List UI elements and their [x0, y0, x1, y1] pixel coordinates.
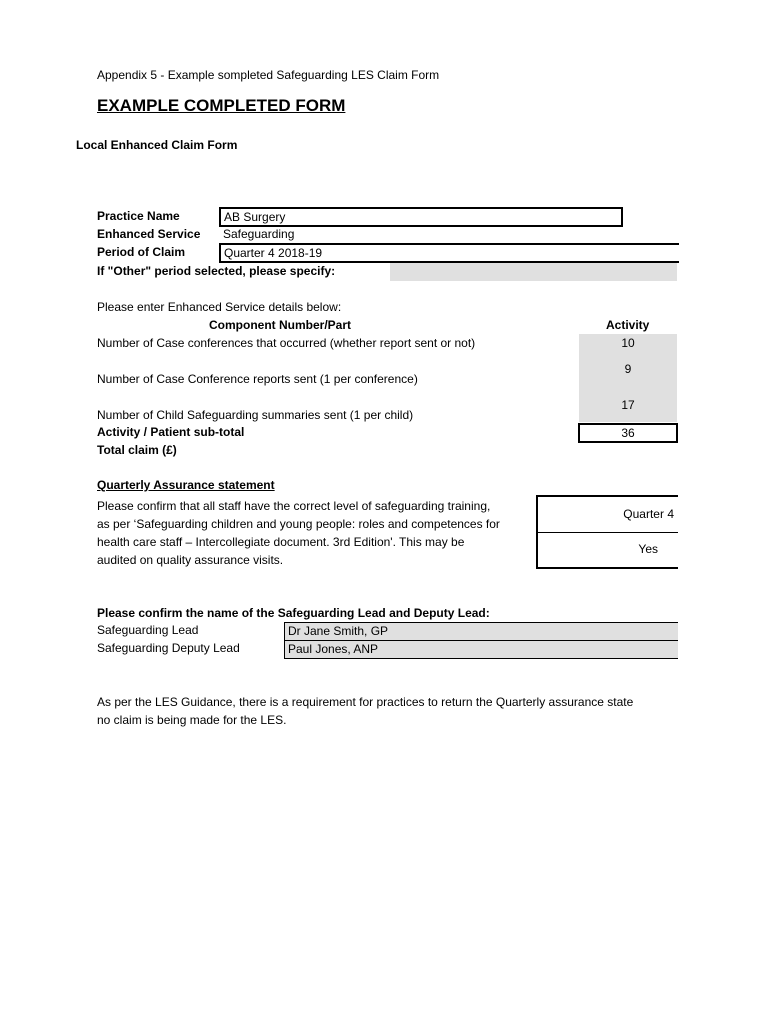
safeguarding-lead-field[interactable] [284, 622, 678, 641]
enhanced-service-value: Safeguarding [223, 227, 295, 241]
assurance-line: health care staff – Intercollegiate document. 3rd Edition'. This may be [97, 535, 465, 549]
assurance-confirm-value: Yes [638, 542, 658, 556]
assurance-line: audited on quality assurance visits. [97, 553, 284, 567]
assurance-quarter-field[interactable] [536, 495, 678, 533]
assurance-line: Please confirm that all staff have the correct level of safeguarding training, [97, 499, 491, 513]
row-child-summaries-value[interactable]: 17 [621, 398, 635, 412]
assurance-heading: Quarterly Assurance statement [97, 478, 275, 492]
subtotal-label: Activity / Patient sub-total [97, 425, 245, 439]
row-case-conferences-value[interactable]: 10 [621, 336, 635, 350]
appendix-caption: Appendix 5 - Example sompleted Safeguarding LES Claim Form [97, 68, 440, 82]
total-claim-label: Total claim (£) [97, 443, 177, 457]
assurance-statement [97, 497, 500, 569]
deputy-lead-label: Safeguarding Deputy Lead [97, 641, 240, 655]
deputy-lead-field[interactable] [284, 640, 678, 659]
subtotal-value: 36 [621, 426, 635, 440]
safeguarding-lead-value: Dr Jane Smith, GP [288, 624, 389, 638]
row-conference-reports-label: Number of Case Conference reports sent (1 per conference) [97, 372, 418, 386]
other-period-field[interactable] [390, 263, 677, 281]
subtotal-field [578, 423, 678, 443]
footer-note-line-1: As per the LES Guidance, there is a requirement for practices to return the Quarterly assurance state [97, 695, 634, 709]
safeguarding-lead-label: Safeguarding Lead [97, 623, 199, 637]
practice-name-field[interactable] [219, 207, 623, 227]
practice-name-label: Practice Name [97, 209, 180, 223]
leads-heading: Please confirm the name of the Safeguarding Lead and Deputy Lead: [97, 606, 490, 620]
other-period-label: If "Other" period selected, please specify: [97, 264, 336, 278]
footer-note-line-2: no claim is being made for the LES. [97, 713, 287, 727]
form-subtitle: Local Enhanced Claim Form [76, 138, 238, 152]
row-conference-reports-value[interactable]: 9 [624, 362, 632, 376]
period-label: Period of Claim [97, 245, 186, 259]
assurance-quarter-value: Quarter 4 [623, 507, 674, 521]
details-intro: Please enter Enhanced Service details below: [97, 300, 342, 314]
period-value: Quarter 4 2018-19 [224, 246, 323, 260]
deputy-lead-value: Paul Jones, ANP [288, 642, 379, 656]
assurance-line: as per ‘Safeguarding children and young people: roles and competences for [97, 517, 500, 531]
enhanced-service-label: Enhanced Service [97, 227, 201, 241]
row-case-conferences-label: Number of Case conferences that occurred (whether report sent or not) [97, 336, 476, 350]
activity-header: Activity [606, 318, 650, 332]
period-field[interactable] [219, 243, 679, 263]
practice-name-value: AB Surgery [224, 210, 286, 224]
row-child-summaries-label: Number of Child Safeguarding summaries sent (1 per child) [97, 408, 414, 422]
page-title: EXAMPLE COMPLETED FORM [97, 96, 346, 115]
assurance-confirm-field[interactable] [536, 532, 678, 569]
component-header: Component Number/Part [209, 318, 352, 332]
